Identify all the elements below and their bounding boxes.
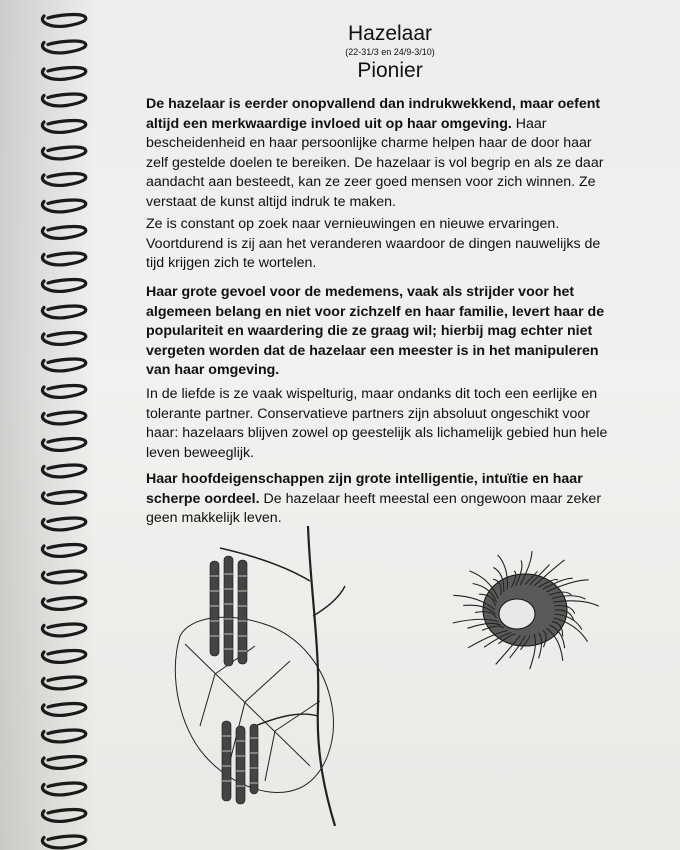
spiral-loop <box>42 757 85 769</box>
spiral-loop <box>42 677 85 689</box>
paragraph-3 <box>146 283 616 381</box>
page-subtitle: Pionier <box>357 59 423 82</box>
spiral-loop <box>42 492 85 504</box>
hazelnut-husk-illustration <box>440 535 610 685</box>
spiral-loop <box>42 783 85 795</box>
spiral-loop <box>42 359 85 371</box>
spiral-loop <box>42 624 85 636</box>
date-range: (22-31/3 en 24/9-3/10) <box>345 47 435 57</box>
spiral-loop <box>42 147 85 159</box>
spiral-loop <box>42 836 85 848</box>
paragraph-1 <box>146 95 616 212</box>
spiral-loop <box>42 280 85 292</box>
spiral-loop <box>42 227 85 239</box>
paragraph-2-text: Ze is constant op zoek naar vernieuwingen en nieuwe ervaringen. Voortdurend is zij aan het veranderen waardoor de dingen nauwelijks de tijd krijgen zich te wortelen. <box>146 216 601 271</box>
spiral-loop <box>42 439 85 451</box>
paragraph-1-bold: De hazelaar is eerder onopvallend dan indrukwekkend, maar oefent altijd een merkwaardige invloed uit op haar omgeving. <box>146 96 601 132</box>
spiral-loop <box>42 306 85 318</box>
spiral-loop <box>42 412 85 424</box>
spiral-loop <box>42 545 85 557</box>
paragraph-5-text: De hazelaar heeft meestal een ongewoon maar zeker geen makkelijk leven. <box>146 490 602 526</box>
spiral-loop <box>42 386 85 398</box>
paragraph-4 <box>146 385 616 463</box>
spiral-loop <box>42 730 85 742</box>
paragraph-1-text: Haar bescheidenheid en haar persoonlijke charme helpen haar de door haar zelf gestelde doelen te bereiken. De hazelaar is vol begrip en als ze daar aandacht aan besteedt, kan ze zeer goed mensen voor zich winnen. Ze verstaat de kunst altijd indruk te maken. <box>146 115 604 210</box>
spiral-loop <box>42 200 85 212</box>
spiral-loop <box>42 704 85 716</box>
spiral-loop <box>42 333 85 345</box>
spiral-loop <box>42 174 85 186</box>
spiral-loop <box>42 598 85 610</box>
paragraph-3-bold: Haar grote gevoel voor de medemens, vaak als strijder voor het algemeen belang en niet voor zichzelf en haar familie, levert haar de populariteit en waardering die ze graag wil; hierbij mag echter niet vergeten worden dat de hazelaar een meester is in het manipuleren van haar omgeving. <box>146 284 605 378</box>
spiral-loop <box>42 571 85 583</box>
page-title: Hazelaar <box>347 22 433 45</box>
hazel-branch-illustration <box>160 526 360 826</box>
paragraph-4-text: In de liefde is ze vaak wispelturig, maar ondanks dit toch een eerlijke en tolerante partner. Conservatieve partners zijn absoluut ongeschikt voor haar: hazelaars blijven zowel op geestelijk als lichamelijk gebied hun hele leven beweeglijk. <box>146 386 608 461</box>
spiral-loop <box>42 465 85 477</box>
spiral-loop <box>42 94 85 106</box>
spiral-loop <box>42 651 85 663</box>
spiral-loop <box>42 518 85 530</box>
spiral-binding <box>40 0 110 850</box>
nut-center <box>499 599 535 629</box>
paragraph-2 <box>146 215 616 274</box>
paragraph-5 <box>146 470 616 529</box>
spiral-loop <box>42 810 85 822</box>
paragraph-5-bold: Haar hoofdeigenschappen zijn grote intelligentie, intuïtie en haar scherpe oordeel. <box>146 471 583 507</box>
spiral-loop <box>42 253 85 265</box>
spiral-loop <box>42 121 85 133</box>
